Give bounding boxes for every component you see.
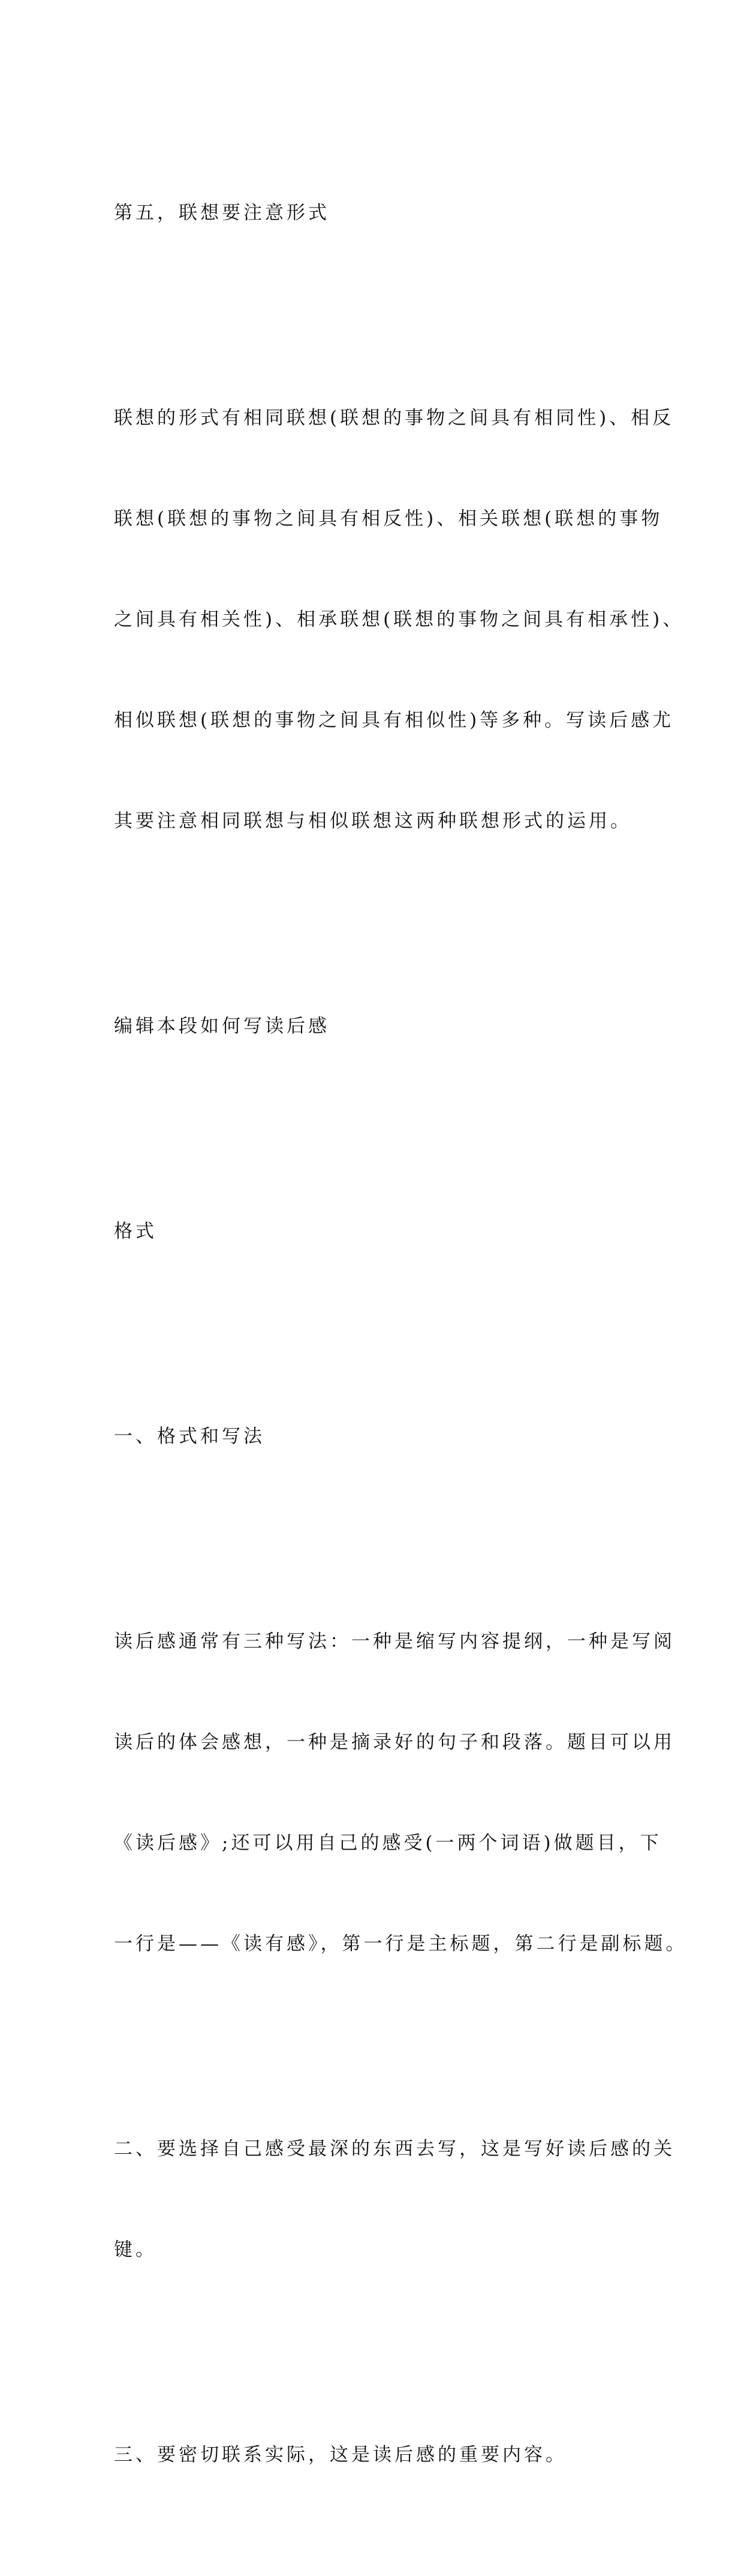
text-line: 编辑本段如何写读后感 [114,1015,330,1037]
text-line: 读后的体会感想，一种是摘录好的句子和段落。题目可以用 [114,1732,675,1753]
text-line: 键。 [114,2239,157,2261]
text-line: 其要注意相同联想与相似联想这两种联想形式的运用。 [114,810,632,832]
text-line: 相似联想(联想的事物之间具有相似性)等多种。写读后感尤 [114,710,674,731]
paragraph-point-three [114,2371,641,2539]
text-line: 之间具有相关性)、相承联想(联想的事物之间具有相承性)、 [114,609,685,630]
paragraph-point-two [114,2065,675,2334]
text-line: 联想(联想的事物之间具有相反性)、相关联想(联想的事物 [114,508,663,530]
text-line: 三、要密切联系实际，这是读后感的重要内容。 [114,2444,567,2466]
subheading-format-and-method [114,1352,641,1520]
text-line: 《读后感》;还可以用自己的感受(一两个词语)做题目，下 [114,1832,662,1854]
section-heading-how-to-write [114,942,641,1110]
section-heading-fifth [114,129,641,297]
text-line: 联想的形式有相同联想(联想的事物之间具有相同性)、相反 [114,407,674,429]
document-body [114,129,688,2576]
text-line: 一、格式和写法 [114,1426,265,1447]
paragraph-association-forms [114,334,685,905]
text-line: 一行是——《读有感》，第一行是主标题，第二行是副标题。 [114,1933,688,1955]
paragraph-three-methods [114,1558,688,2028]
text-line: 读后感通常有三种写法：一种是缩写内容提纲，一种是写阅 [114,1631,675,1652]
text-line: 格式 [114,1221,157,1242]
text-line: 二、要选择自己感受最深的东西去写，这是写好读后感的关 [114,2138,675,2160]
section-heading-format [114,1147,641,1315]
text-line: 第五，联想要注意形式 [114,202,330,224]
